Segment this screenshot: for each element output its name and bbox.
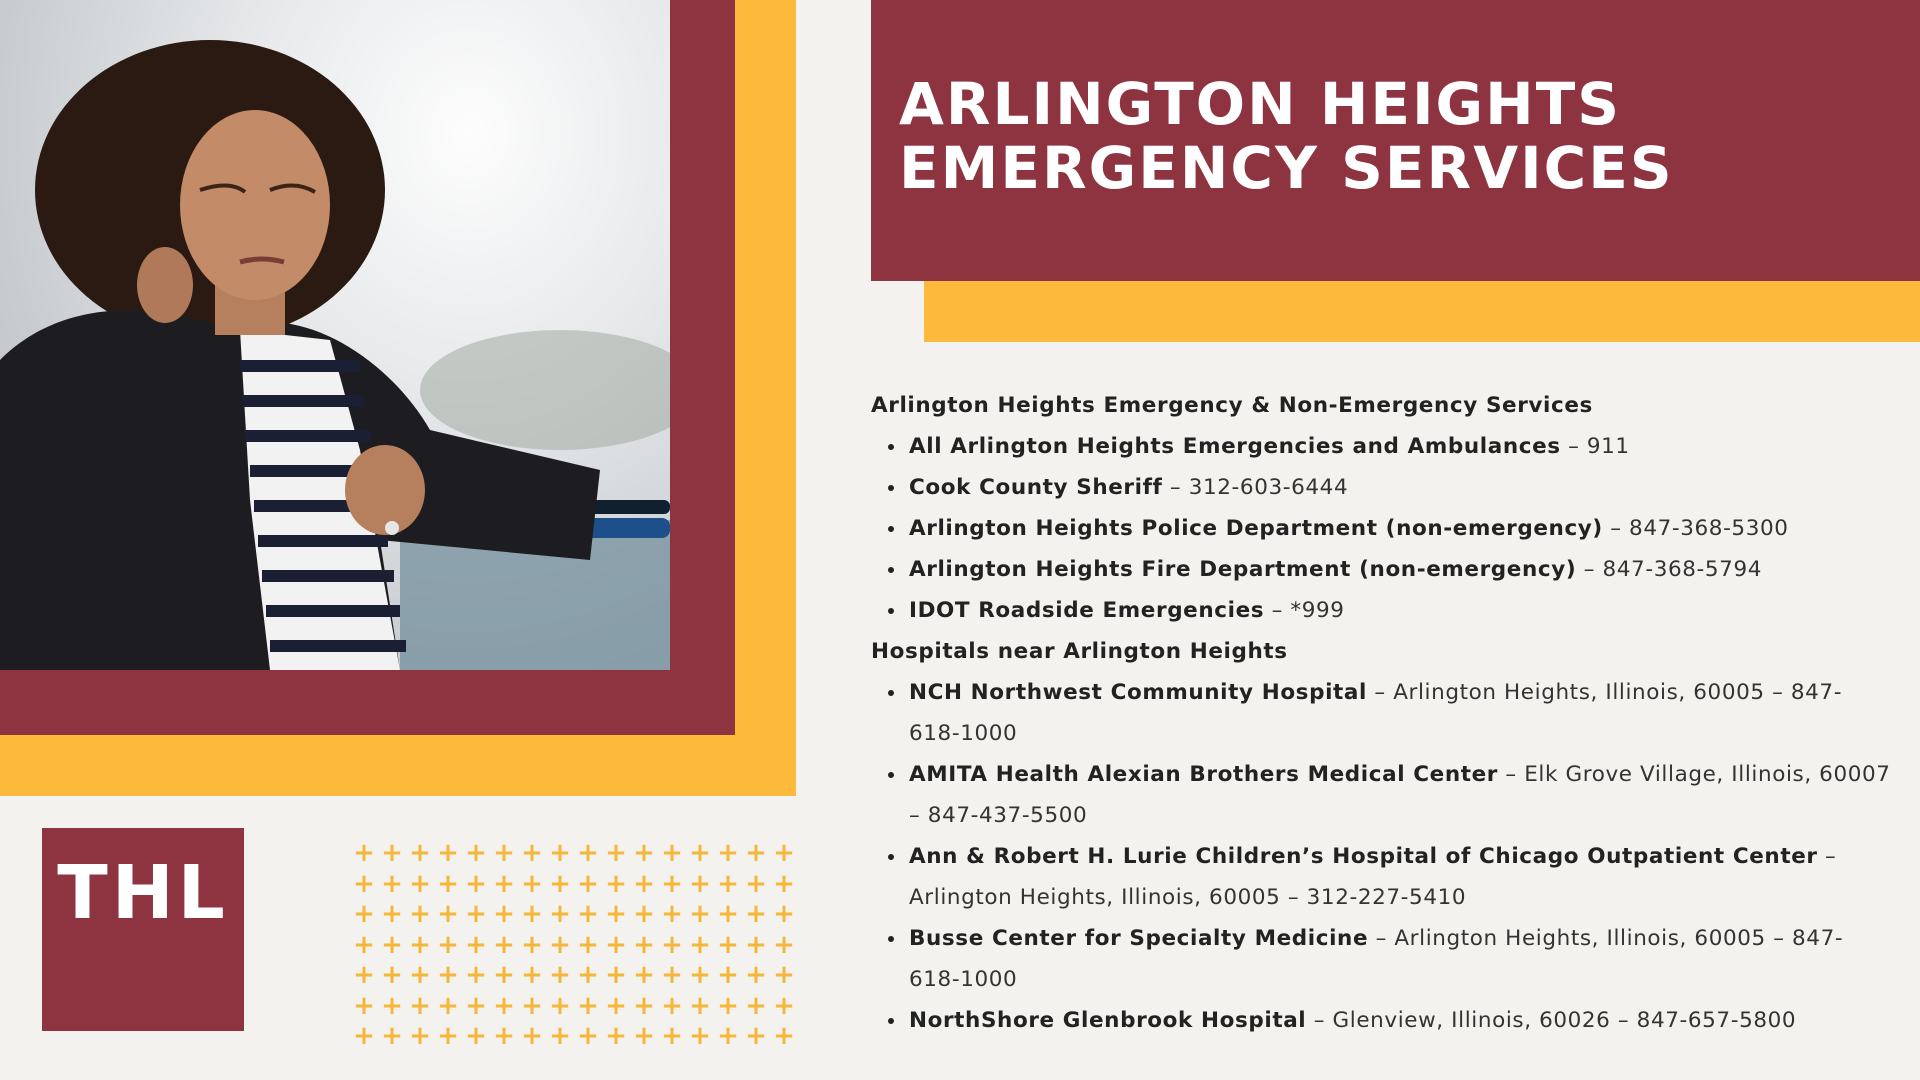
plus-icon: + [689,960,711,990]
plus-icon: + [633,838,655,868]
plus-icon: + [549,899,571,929]
hospitals-list [871,672,1891,1041]
plus-icon: + [773,960,795,990]
hospital-item [871,1000,1891,1041]
plus-icon: + [745,1021,767,1051]
plus-icon: + [633,899,655,929]
service-detail: – 911 [1560,434,1630,459]
plus-icon: + [381,929,403,960]
plus-icon: + [661,868,683,899]
plus-icon: + [605,960,627,990]
plus-icon: + [773,929,795,960]
plus-icon: + [605,1021,627,1051]
plus-icon: + [353,838,375,868]
thl-logo [42,828,244,1031]
plus-icon: + [437,838,459,868]
plus-icon: + [493,899,515,929]
plus-icon: + [465,960,487,990]
logo-text: THL [57,850,229,936]
plus-icon: + [381,1021,403,1051]
plus-icon: + [381,838,403,868]
plus-icon: + [605,929,627,960]
plus-icon: + [577,960,599,990]
plus-icon: + [409,990,431,1021]
plus-icon: + [633,868,655,899]
plus-icon: + [577,899,599,929]
plus-icon: + [521,1021,543,1051]
plus-icon: + [437,899,459,929]
plus-icon: + [717,960,739,990]
plus-icon: + [689,1021,711,1051]
service-detail: – *999 [1264,598,1345,623]
plus-icon: + [745,929,767,960]
plus-icon: + [493,990,515,1021]
page-title [899,72,1674,200]
plus-icon: + [437,1021,459,1051]
service-detail: – 847-368-5794 [1576,557,1763,582]
hospital-detail: – Arlington Heights, Illinois, 60005 – 847-618-1000 [909,926,1844,992]
service-name: Arlington Heights Police Department (non-emergency) [909,516,1603,541]
title-banner [871,0,1920,281]
plus-icon: + [381,990,403,1021]
plus-icon: + [353,1021,375,1051]
plus-icon: + [689,868,711,899]
hospital-item [871,672,1891,754]
emergency-service-item [871,508,1891,549]
plus-icon: + [521,990,543,1021]
plus-icon: + [465,990,487,1021]
plus-icon: + [577,929,599,960]
plus-icon: + [493,929,515,960]
emergency-service-item [871,590,1891,631]
plus-icon: + [521,899,543,929]
plus-icon: + [521,838,543,868]
service-name: All Arlington Heights Emergencies and Ambulances [909,434,1561,459]
hospital-name: Busse Center for Specialty Medicine [909,926,1369,951]
plus-icon: + [689,929,711,960]
plus-icon: + [633,929,655,960]
plus-icon: + [521,960,543,990]
plus-icon: + [773,1021,795,1051]
plus-icon: + [717,990,739,1021]
plus-icon: + [409,929,431,960]
plus-icon: + [689,899,711,929]
service-detail: – 847-368-5300 [1602,516,1789,541]
plus-icon: + [717,1021,739,1051]
plus-icon: + [409,1021,431,1051]
emergency-section-heading: Arlington Heights Emergency & Non-Emergency Services [871,393,1593,418]
title-line-1: ARLINGTON HEIGHTS [899,70,1622,138]
plus-icon: + [409,960,431,990]
plus-icon: + [437,990,459,1021]
plus-icon: + [465,838,487,868]
plus-icon: + [381,960,403,990]
plus-icon: + [493,1021,515,1051]
plus-icon: + [353,899,375,929]
plus-icon: + [745,868,767,899]
plus-icon: + [745,990,767,1021]
hospital-name: NorthShore Glenbrook Hospital [909,1008,1307,1033]
emergency-services-list [871,426,1891,631]
plus-icon: + [465,868,487,899]
hospital-item [871,918,1891,1000]
plus-icon: + [549,990,571,1021]
plus-icon: + [717,929,739,960]
plus-icon: + [773,990,795,1021]
plus-icon: + [717,838,739,868]
plus-icon: + [465,1021,487,1051]
hospital-detail: – Glenview, Illinois, 60026 – 847-657-5800 [1306,1008,1797,1033]
plus-icon: + [381,868,403,899]
service-detail: – 312-603-6444 [1162,475,1349,500]
plus-icon: + [689,838,711,868]
plus-icon: + [577,990,599,1021]
plus-icon: + [549,960,571,990]
plus-icon: + [381,899,403,929]
service-name: IDOT Roadside Emergencies [909,598,1265,623]
hospital-detail: – Elk Grove Village, Illinois, 60007 – 847-437-5500 [909,762,1891,828]
service-name: Cook County Sheriff [909,475,1163,500]
plus-icon: + [661,1021,683,1051]
service-name: Arlington Heights Fire Department (non-emergency) [909,557,1577,582]
plus-icon: + [437,929,459,960]
plus-icon: + [661,929,683,960]
plus-icon: + [521,929,543,960]
emergency-service-item [871,467,1891,508]
plus-icon: + [717,899,739,929]
emergency-service-item [871,549,1891,590]
plus-icon: + [689,990,711,1021]
emergency-service-item [871,426,1891,467]
hospital-item [871,754,1891,836]
plus-icon: + [493,868,515,899]
plus-icon: + [577,1021,599,1051]
plus-icon: + [521,868,543,899]
plus-icon: + [549,1021,571,1051]
plus-icon: + [773,838,795,868]
plus-icon: + [465,899,487,929]
plus-icon: + [409,868,431,899]
plus-icon: + [661,990,683,1021]
hospital-detail: – Arlington Heights, Illinois, 60005 – 847-618-1000 [909,680,1843,746]
hospital-item [871,836,1891,918]
plus-icon: + [717,868,739,899]
plus-pattern-decoration [350,838,800,1051]
plus-icon: + [493,960,515,990]
hospital-name: Ann & Robert H. Lurie Children’s Hospital of Chicago Outpatient Center [909,844,1818,869]
plus-icon: + [353,929,375,960]
plus-icon: + [605,838,627,868]
plus-icon: + [465,929,487,960]
plus-icon: + [633,1021,655,1051]
plus-icon: + [633,960,655,990]
services-content [871,385,1891,1041]
title-line-2: EMERGENCY SERVICES [899,134,1674,202]
hospital-detail: – Arlington Heights, Illinois, 60005 – 312-227-5410 [909,844,1837,910]
plus-icon: + [549,868,571,899]
plus-icon: + [605,868,627,899]
plus-icon: + [745,960,767,990]
plus-icon: + [773,899,795,929]
plus-icon: + [605,990,627,1021]
plus-icon: + [353,990,375,1021]
plus-icon: + [409,838,431,868]
plus-icon: + [577,838,599,868]
hospital-name: AMITA Health Alexian Brothers Medical Center [909,762,1498,787]
plus-icon: + [409,899,431,929]
plus-icon: + [437,960,459,990]
plus-icon: + [773,868,795,899]
plus-icon: + [493,838,515,868]
plus-icon: + [437,868,459,899]
plus-icon: + [577,868,599,899]
plus-icon: + [549,838,571,868]
plus-icon: + [661,838,683,868]
plus-icon: + [745,899,767,929]
woman-neck-pain-photo [0,0,670,670]
plus-icon: + [549,929,571,960]
plus-icon: + [353,960,375,990]
hospitals-section-heading: Hospitals near Arlington Heights [871,639,1288,664]
plus-icon: + [633,990,655,1021]
plus-icon: + [745,838,767,868]
plus-icon: + [661,960,683,990]
plus-icon: + [605,899,627,929]
plus-icon: + [661,899,683,929]
plus-icon: + [353,868,375,899]
hospital-name: NCH Northwest Community Hospital [909,680,1367,705]
